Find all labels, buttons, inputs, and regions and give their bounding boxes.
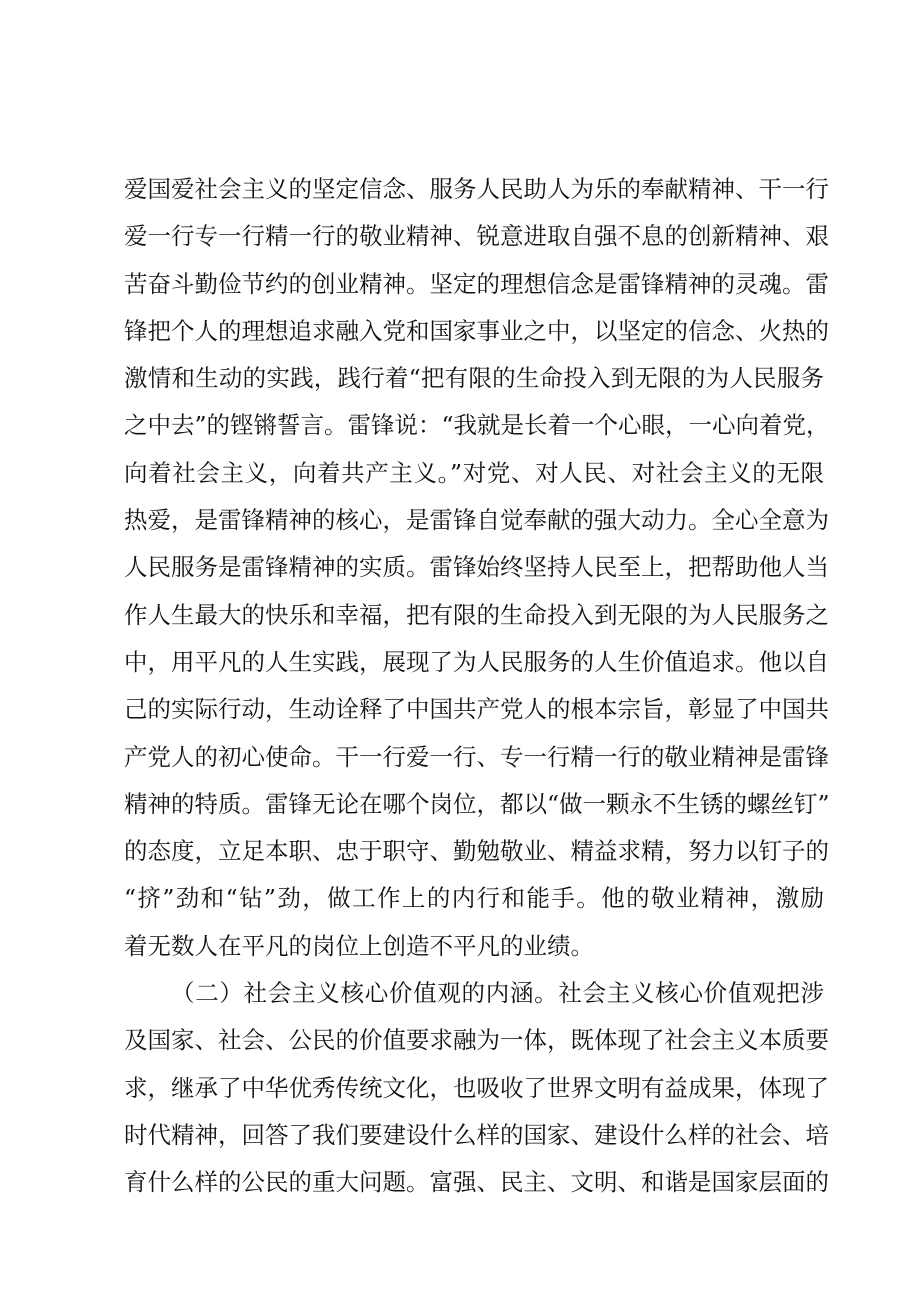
document-body (124, 166, 830, 1207)
paragraph-core-values (124, 970, 829, 1206)
text-line: 人民服务是雷锋精神的实质。雷锋始终坚持人民至上，把帮助他人当 (124, 553, 829, 582)
text-line: 着无数人在平凡的岗位上创造不平凡的业绩。 (124, 931, 594, 960)
text-line: 产党人的初心使命。干一行爱一行、专一行精一行的敬业精神是雷锋 (124, 742, 829, 771)
text-line: 爱国爱社会主义的坚定信念、服务人民助人为乐的奉献精神、干一行 (124, 175, 829, 203)
text-line: 时代精神，回答了我们要建设什么样的国家、建设什么样的社会、培 (124, 1120, 829, 1149)
text-line: （二）社会主义核心价值观的内涵。社会主义核心价值观把涉 (171, 979, 824, 1008)
text-line: 作人生最大的快乐和幸福，把有限的生命投入到无限的为人民服务之 (124, 600, 829, 629)
text-line: 之中去”的铿锵誓言。雷锋说：“我就是长着一个心眼，一心向着党， (124, 411, 830, 440)
text-line: “挤”劲和“钻”劲，做工作上的内行和能手。他的敬业精神，激励 (124, 884, 824, 913)
text-line: 中，用平凡的人生实践，展现了为人民服务的人生价值追求。他以自 (124, 647, 829, 676)
text-line: 热爱，是雷锋精神的核心，是雷锋自觉奉献的强大动力。全心全意为 (124, 506, 829, 535)
text-line: 向着社会主义，向着共产主义。”对党、对人民、对社会主义的无限 (124, 458, 824, 487)
text-line: 苦奋斗勤俭节约的创业精神。坚定的理想信念是雷锋精神的灵魂。雷 (124, 269, 829, 298)
text-line: 爱一行专一行精一行的敬业精神、锐意进取自强不息的创新精神、艰 (124, 222, 829, 251)
text-line: 精神的特质。雷锋无论在哪个岗位，都以“做一颗永不生锈的螺丝钉” (124, 789, 830, 818)
text-line: 育什么样的公民的重大问题。富强、民主、文明、和谐是国家层面的 (124, 1168, 829, 1197)
text-line: 己的实际行动，生动诠释了中国共产党人的根本宗旨，彰显了中国共 (124, 695, 829, 724)
text-line: 及国家、社会、公民的价值要求融为一体，既体现了社会主义本质要 (124, 1026, 829, 1055)
text-line: 的态度，立足本职、忠于职守、勤勉敬业、精益求精，努力以钉子的 (124, 837, 829, 866)
text-line: 求，继承了中华优秀传统文化，也吸收了世界文明有益成果，体现了 (124, 1073, 829, 1102)
text-line: 锋把个人的理想追求融入党和国家事业之中，以坚定的信念、火热的 (124, 316, 829, 345)
paragraph-lei-feng-spirit (124, 166, 830, 970)
text-line: 激情和生动的实践，践行着“把有限的生命投入到无限的为人民服务 (124, 364, 824, 393)
